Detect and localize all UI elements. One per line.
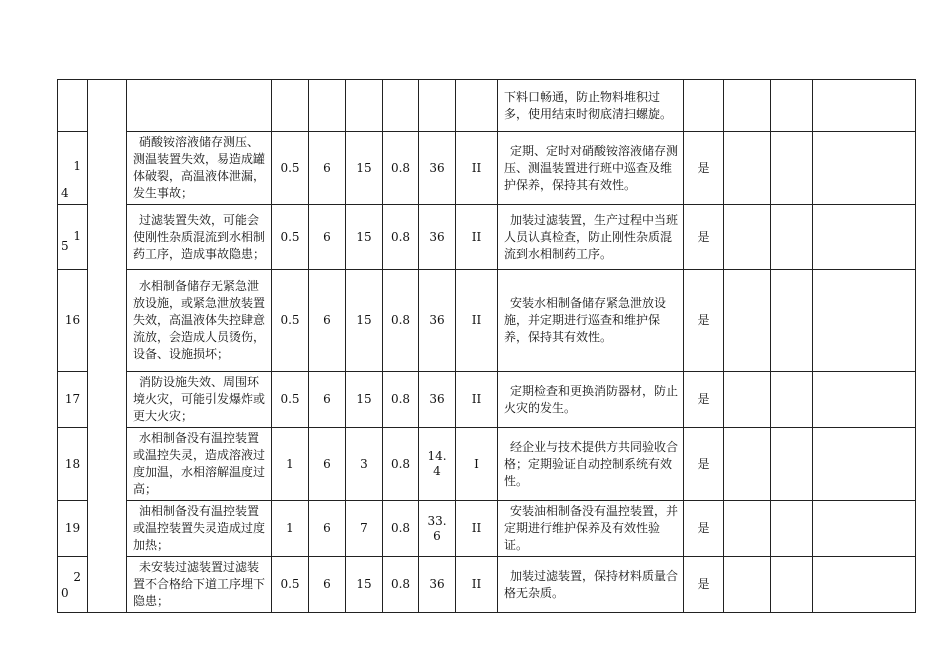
level-cell: II xyxy=(456,372,498,428)
likelihood-cell: 0.5 xyxy=(272,372,309,428)
empty-cell xyxy=(771,132,813,205)
score-cell: 33.6 xyxy=(419,501,456,557)
exposure-cell: 6 xyxy=(309,132,346,205)
exposure-cell: 6 xyxy=(309,428,346,501)
flag-cell: 是 xyxy=(684,270,724,372)
empty-cell xyxy=(724,372,771,428)
row-number-part: 2 xyxy=(73,570,81,585)
empty-cell xyxy=(724,80,771,132)
consequence-cell: 15 xyxy=(346,372,383,428)
level-cell: I xyxy=(456,428,498,501)
measure-cell: 定期、定时对硝酸铵溶液储存测压、测温装置进行班中巡查及维护保养，保持其有效性。 xyxy=(498,132,684,205)
row-number-cell: 16 xyxy=(58,270,88,372)
likelihood-cell: 0.5 xyxy=(272,557,309,613)
empty-cell xyxy=(813,270,916,372)
score-cell: 36 xyxy=(419,132,456,205)
factor-cell xyxy=(383,80,419,132)
likelihood-cell xyxy=(272,80,309,132)
level-cell: II xyxy=(456,205,498,270)
empty-cell xyxy=(771,372,813,428)
flag-cell: 是 xyxy=(684,428,724,501)
likelihood-cell: 0.5 xyxy=(272,132,309,205)
row-number-cell xyxy=(58,80,88,132)
consequence-cell: 15 xyxy=(346,270,383,372)
level-cell: II xyxy=(456,270,498,372)
score-cell: 36 xyxy=(419,372,456,428)
table-row xyxy=(58,205,916,270)
factor-cell: 0.8 xyxy=(383,205,419,270)
flag-cell: 是 xyxy=(684,132,724,205)
row-number-cell: 18 xyxy=(58,428,88,501)
row-number-part: 0 xyxy=(61,586,69,600)
factor-cell: 0.8 xyxy=(383,501,419,557)
empty-cell xyxy=(813,80,916,132)
flag-cell: 是 xyxy=(684,372,724,428)
table-row xyxy=(58,372,916,428)
exposure-cell: 6 xyxy=(309,270,346,372)
empty-cell xyxy=(771,270,813,372)
score-cell: 36 xyxy=(419,205,456,270)
consequence-cell: 3 xyxy=(346,428,383,501)
empty-cell xyxy=(724,428,771,501)
likelihood-cell: 1 xyxy=(272,501,309,557)
factor-cell: 0.8 xyxy=(383,270,419,372)
hazard-cell: 消防设施失效、周围环境火灾，可能引发爆炸或更大火灾； xyxy=(127,372,272,428)
consequence-cell: 15 xyxy=(346,205,383,270)
table-row xyxy=(58,270,916,372)
hazard-cell: 水相制备储存无紧急泄放设施，或紧急泄放装置失效，高温液体失控肆意流放，会造成人员烫伤，设备、设施损坏； xyxy=(127,270,272,372)
table-row xyxy=(58,80,916,132)
empty-cell xyxy=(771,428,813,501)
empty-cell xyxy=(771,557,813,613)
level-cell: II xyxy=(456,557,498,613)
likelihood-cell: 0.5 xyxy=(272,270,309,372)
risk-assessment-table xyxy=(57,79,916,613)
consequence-cell: 15 xyxy=(346,132,383,205)
consequence-cell: 7 xyxy=(346,501,383,557)
likelihood-cell: 1 xyxy=(272,428,309,501)
empty-cell xyxy=(813,501,916,557)
empty-cell xyxy=(724,557,771,613)
exposure-cell: 6 xyxy=(309,501,346,557)
table-row xyxy=(58,132,916,205)
row-number-part: 4 xyxy=(61,186,69,200)
empty-cell xyxy=(724,501,771,557)
row-number-cell: 17 xyxy=(58,372,88,428)
measure-cell: 安装油相制备没有温控装置，并定期进行维护保养及有效性验证。 xyxy=(498,501,684,557)
hazard-cell: 过滤装置失效，可能会使刚性杂质混流到水相制药工序，造成事故隐患； xyxy=(127,205,272,270)
factor-cell: 0.8 xyxy=(383,372,419,428)
hazard-cell: 油相制备没有温控装置或温控装置失灵造成过度加热； xyxy=(127,501,272,557)
exposure-cell xyxy=(309,80,346,132)
row-number-cell xyxy=(58,205,88,270)
empty-cell xyxy=(813,557,916,613)
row-number-cell xyxy=(58,132,88,205)
empty-cell xyxy=(771,205,813,270)
measure-cell: 定期检查和更换消防器材，防止火灾的发生。 xyxy=(498,372,684,428)
row-number-part: 5 xyxy=(61,239,69,253)
exposure-cell: 6 xyxy=(309,557,346,613)
row-number-cell xyxy=(58,557,88,613)
consequence-cell: 15 xyxy=(346,557,383,613)
consequence-cell xyxy=(346,80,383,132)
empty-cell xyxy=(813,205,916,270)
score-cell: 14.4 xyxy=(419,428,456,501)
empty-cell xyxy=(771,501,813,557)
table-row xyxy=(58,557,916,613)
empty-cell xyxy=(813,372,916,428)
level-cell: II xyxy=(456,132,498,205)
empty-cell xyxy=(771,80,813,132)
hazard-cell: 水相制备没有温控装置或温控失灵，造成溶液过度加温，水相溶解温度过高； xyxy=(127,428,272,501)
level-cell: II xyxy=(456,501,498,557)
empty-cell xyxy=(724,205,771,270)
measure-cell: 加装过滤装置，生产过程中当班人员认真检查，防止刚性杂质混流到水相制药工序。 xyxy=(498,205,684,270)
table-row xyxy=(58,501,916,557)
factor-cell: 0.8 xyxy=(383,132,419,205)
exposure-cell: 6 xyxy=(309,372,346,428)
measure-cell: 加装过滤装置，保持材料质量合格无杂质。 xyxy=(498,557,684,613)
level-cell xyxy=(456,80,498,132)
empty-cell xyxy=(724,270,771,372)
score-cell: 36 xyxy=(419,270,456,372)
hazard-cell: 未安装过滤装置过滤装置不合格给下道工序埋下隐患； xyxy=(127,557,272,613)
likelihood-cell: 0.5 xyxy=(272,205,309,270)
empty-cell xyxy=(813,132,916,205)
flag-cell: 是 xyxy=(684,205,724,270)
flag-cell: 是 xyxy=(684,501,724,557)
factor-cell: 0.8 xyxy=(383,557,419,613)
score-cell xyxy=(419,80,456,132)
empty-cell xyxy=(813,428,916,501)
table-row xyxy=(58,428,916,501)
measure-cell: 下料口畅通，防止物料堆积过多，使用结束时彻底清扫螺旋。 xyxy=(498,80,684,132)
row-number-part: 1 xyxy=(73,229,81,244)
hazard-cell: 硝酸铵溶液储存测压、测温装置失效，易造成罐体破裂，高温液体泄漏，发生事故； xyxy=(127,132,272,205)
row-number-cell: 19 xyxy=(58,501,88,557)
exposure-cell: 6 xyxy=(309,205,346,270)
measure-cell: 经企业与技术提供方共同验收合格；定期验证自动控制系统有效性。 xyxy=(498,428,684,501)
row-number-part: 1 xyxy=(73,158,81,173)
score-cell: 36 xyxy=(419,557,456,613)
hazard-cell xyxy=(127,80,272,132)
measure-cell: 安装水相制备储存紧急泄放设施，并定期进行巡查和维护保养，保持其有效性。 xyxy=(498,270,684,372)
empty-cell xyxy=(724,132,771,205)
flag-cell: 是 xyxy=(684,557,724,613)
merged-category-cell xyxy=(88,80,127,613)
flag-cell xyxy=(684,80,724,132)
factor-cell: 0.8 xyxy=(383,428,419,501)
